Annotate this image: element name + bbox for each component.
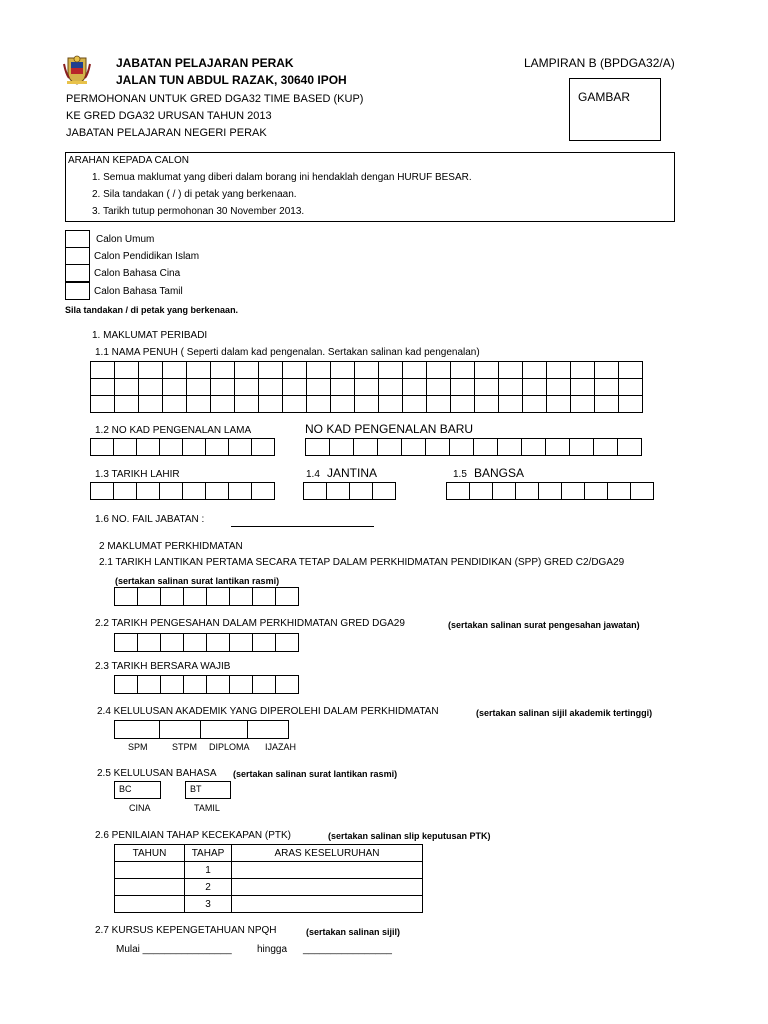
instruction-item: 2. Sila tandakan ( / ) di petak yang berkenaan. [92, 189, 297, 200]
instructions-title: ARAHAN KEPADA CALON [68, 155, 189, 166]
npqh-note: (sertakan salinan sijil) [306, 927, 401, 937]
academic-option-stpm: STPM [172, 742, 198, 752]
form-subtitle-1: PERMOHONAN UNTUK GRED DGA32 TIME BASED (KUP) [66, 93, 364, 105]
gender-grid[interactable] [303, 482, 396, 500]
academic-note: (sertakan salinan sijil akademik tertinggi) [476, 708, 653, 718]
ptk-table[interactable] [114, 844, 423, 913]
language-note: (sertakan salinan surat lantikan rasmi) [233, 769, 398, 779]
ptk-note: (sertakan salinan slip keputusan PTK) [328, 831, 491, 841]
ptk-header-tahun: TAHUN [115, 845, 185, 862]
category-label: Calon Umum [96, 234, 155, 245]
lampiran-code: LAMPIRAN B (BPDGA32/A) [524, 56, 675, 70]
category-label: Calon Pendidikan Islam [94, 251, 200, 262]
academic-option-ijazah: IJAZAH [265, 742, 297, 752]
race-grid[interactable] [446, 482, 654, 500]
section1-title: 1. MAKLUMAT PERIBADI [92, 330, 208, 341]
academic-option-diploma: DIPLOMA [209, 742, 250, 752]
confirmation-date-note: (sertakan salinan surat pengesahan jawatan) [448, 620, 640, 630]
ptk-header-tahap: TAHAP [185, 845, 232, 862]
instruction-item: 3. Tarikh tutup permohonan 30 November 2013. [92, 206, 305, 217]
language-bt-box[interactable] [185, 781, 231, 799]
checkbox-calon-bahasa-cina[interactable] [65, 264, 90, 282]
org-name: JABATAN PELAJARAN PERAK [116, 56, 294, 70]
full-name-grid[interactable] [90, 361, 643, 413]
ptk-level: 2 [185, 879, 232, 896]
confirmation-date-label: 2.2 TARIKH PENGESAHAN DALAM PERKHIDMATAN GRED DGA29 [95, 618, 405, 629]
language-bc-label: BC [119, 784, 132, 794]
race-label: BANGSA [474, 466, 525, 480]
file-number-line[interactable] [231, 526, 374, 527]
race-number: 1.5 [453, 469, 467, 480]
npqh-from[interactable]: Mulai ________________ [116, 944, 232, 955]
ptk-level: 3 [185, 896, 232, 913]
instructions-box [65, 152, 675, 222]
ptk-header-aras: ARAS KESELURUHAN [232, 845, 423, 862]
ptk-level: 1 [185, 862, 232, 879]
language-cina-caption: CINA [129, 803, 151, 813]
ic-new-label: NO KAD PENGENALAN BARU [305, 422, 474, 436]
dob-label: 1.3 TARIKH LAHIR [95, 469, 180, 480]
checkbox-calon-umum[interactable] [65, 230, 90, 248]
dob-grid[interactable] [90, 482, 275, 500]
npqh-label: 2.7 KURSUS KEPENGETAHUAN NPQH [95, 925, 277, 936]
appointment-date-note: (sertakan salinan surat lantikan rasmi) [115, 576, 280, 586]
state-crest-icon [62, 54, 92, 86]
retirement-date-grid[interactable] [114, 675, 299, 694]
form-subtitle-2: KE GRED DGA32 URUSAN TAHUN 2013 [66, 110, 272, 122]
npqh-to-label: hingga [257, 944, 288, 955]
retirement-date-label: 2.3 TARIKH BERSARA WAJIB [95, 661, 231, 672]
language-bc-box[interactable] [114, 781, 161, 799]
table-row [115, 862, 423, 879]
language-tamil-caption: TAMIL [194, 803, 220, 813]
appointment-date-grid[interactable] [114, 587, 299, 606]
checkbox-calon-pendidikan-islam[interactable] [65, 247, 90, 265]
full-name-label: 1.1 NAMA PENUH ( Seperti dalam kad pengenalan. Sertakan salinan kad pengenalan) [95, 347, 480, 358]
confirmation-date-grid[interactable] [114, 633, 299, 652]
academic-label: 2.4 KELULUSAN AKADEMIK YANG DIPEROLEHI DALAM PERKHIDMATAN [97, 706, 439, 717]
appointment-date-label: 2.1 TARIKH LANTIKAN PERTAMA SECARA TETAP DALAM PERKHIDMATAN PENDIDIKAN (SPP) GRED C2/DGA29 [99, 557, 625, 568]
file-number-label: 1.6 NO. FAIL JABATAN : [95, 514, 205, 525]
category-label: Calon Bahasa Cina [94, 268, 181, 279]
ic-new-grid[interactable] [305, 438, 642, 456]
org-address: JALAN TUN ABDUL RAZAK, 30640 IPOH [116, 73, 347, 87]
checkbox-calon-bahasa-tamil[interactable] [65, 282, 90, 300]
ptk-label: 2.6 PENILAIAN TAHAP KECEKAPAN (PTK) [95, 830, 291, 841]
category-label: Calon Bahasa Tamil [94, 286, 183, 297]
section2-title: 2 MAKLUMAT PERKHIDMATAN [99, 541, 243, 552]
ic-old-grid[interactable] [90, 438, 275, 456]
photo-box[interactable] [569, 78, 661, 141]
table-row [115, 896, 423, 913]
category-note: Sila tandakan / di petak yang berkenaan. [65, 305, 239, 315]
table-row [115, 879, 423, 896]
ic-old-label: 1.2 NO KAD PENGENALAN LAMA [95, 425, 252, 436]
photo-label: GAMBAR [578, 90, 631, 104]
academic-option-spm: SPM [128, 742, 148, 752]
instruction-item: 1. Semua maklumat yang diberi dalam borang ini hendaklah dengan HURUF BESAR. [92, 172, 472, 183]
gender-number: 1.4 [306, 469, 320, 480]
gender-label: JANTINA [327, 466, 378, 480]
language-bt-label: BT [190, 784, 202, 794]
npqh-to-line[interactable]: ________________ [303, 944, 392, 955]
language-label: 2.5 KELULUSAN BAHASA [97, 768, 217, 779]
form-subtitle-3: JABATAN PELAJARAN NEGERI PERAK [66, 127, 267, 139]
academic-grid[interactable] [114, 720, 289, 739]
